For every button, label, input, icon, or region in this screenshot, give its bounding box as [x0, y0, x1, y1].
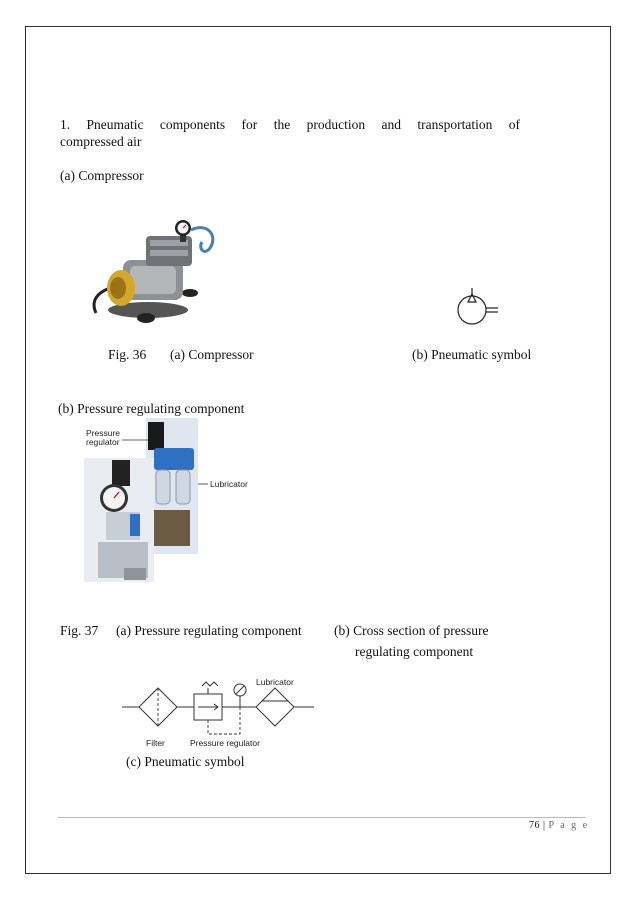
fig37-caption-b-line2: regulating component — [355, 644, 474, 659]
fig36-caption-a: (a) Compressor — [170, 347, 254, 362]
pressure-regulating-photo — [84, 418, 258, 584]
fig36-number: Fig. 36 — [108, 347, 147, 362]
compressor-subheading: (a) Compressor — [60, 168, 144, 183]
frl-symbol-diagram — [122, 676, 322, 750]
compressor-symbol-diagram — [452, 288, 504, 330]
fig37-caption-c: (c) Pneumatic symbol — [126, 754, 245, 769]
fig37-caption-b-line1: (b) Cross section of pressure — [334, 623, 489, 638]
photo-label-pressure-regulator-2: regulator — [86, 437, 120, 447]
symbol-label-filter: Filter — [146, 738, 165, 748]
section-heading — [60, 116, 520, 150]
pressure-component-subheading: (b) Pressure regulating component — [58, 401, 245, 416]
page-number-separator: | — [540, 820, 549, 831]
photo-label-lubricator: Lubricator — [210, 479, 248, 489]
heading-line-1: 1. Pneumatic components for the production and transportation of — [60, 117, 520, 132]
footer-divider — [58, 817, 586, 818]
symbol-label-pressure-regulator: Pressure regulator — [190, 738, 260, 748]
page-number-value: 76 — [529, 820, 540, 831]
photo-label-pressure-regulator-1: Pressure — [86, 428, 121, 438]
page-number — [529, 820, 589, 831]
heading-line-2: compressed air — [60, 134, 142, 149]
compressor-photo — [88, 218, 223, 326]
page-word: P a g e — [548, 820, 590, 831]
fig36-caption-b: (b) Pneumatic symbol — [412, 347, 532, 362]
symbol-label-lubricator: Lubricator — [256, 677, 294, 687]
fig37-caption-a: (a) Pressure regulating component — [116, 623, 302, 638]
fig37-number: Fig. 37 — [60, 623, 99, 638]
